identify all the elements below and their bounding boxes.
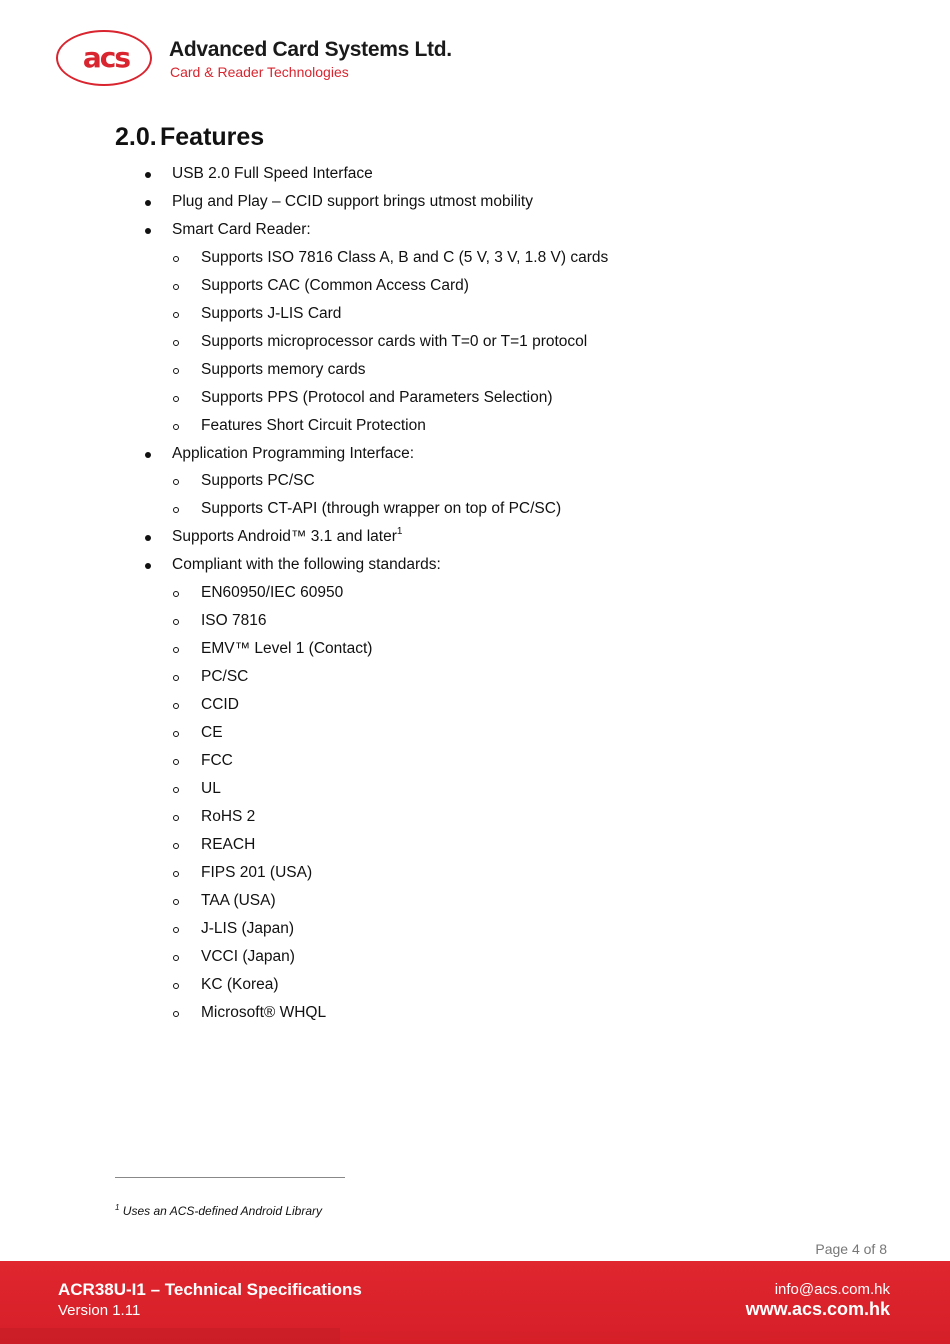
feature-subitem xyxy=(201,668,248,686)
footnote-mark: 1 xyxy=(115,1203,120,1212)
company-name: Advanced Card Systems Ltd. xyxy=(169,38,452,61)
feature-subitem xyxy=(201,1004,326,1022)
circle-bullet-icon xyxy=(173,1011,179,1017)
feature-text: PC/SC xyxy=(201,668,249,686)
feature-text: Features Short Circuit Protection xyxy=(201,416,426,434)
bullet-icon xyxy=(145,200,151,206)
feature-text: Compliant with the following standards: xyxy=(172,556,441,574)
feature-subitem xyxy=(201,752,233,770)
feature-subitem xyxy=(201,864,312,882)
feature-text: Supports Android™ 3.1 and later xyxy=(172,528,397,546)
feature-text: USB 2.0 Full Speed Interface xyxy=(172,165,373,182)
company-tagline: Card & Reader Technologies xyxy=(170,64,349,80)
circle-bullet-icon xyxy=(173,396,179,402)
website-link: www.acs.com.hk xyxy=(745,1299,890,1319)
acs-logo-mark xyxy=(56,30,152,86)
feature-subitem xyxy=(201,948,295,966)
feature-text: EN60950/IEC 60950 xyxy=(201,584,344,602)
feature-subitem xyxy=(201,612,267,630)
feature-subitem xyxy=(201,808,255,826)
circle-bullet-icon xyxy=(173,368,179,374)
feature-text: CCID xyxy=(201,696,239,714)
bullet-icon xyxy=(145,452,151,458)
feature-subitem xyxy=(201,389,553,407)
footnote-reference: 1 xyxy=(396,526,403,538)
feature-subitem xyxy=(201,780,221,798)
feature-text: Supports PC/SC xyxy=(201,472,315,490)
page-number: Page 4 of 8 xyxy=(815,1241,887,1257)
circle-bullet-icon xyxy=(173,312,179,318)
circle-bullet-icon xyxy=(173,815,179,821)
circle-bullet-icon xyxy=(173,759,179,765)
circle-bullet-icon xyxy=(173,591,179,597)
circle-bullet-icon xyxy=(173,703,179,709)
feature-text: TAA (USA) xyxy=(201,891,276,909)
footnote-divider xyxy=(115,1177,345,1178)
feature-text: Supports CAC (Common Access Card) xyxy=(201,276,469,294)
feature-text: EMV™ Level 1 (Contact) xyxy=(201,640,373,658)
feature-text: Supports CT-API (through wrapper on top of PC/SC) xyxy=(201,500,562,518)
feature-subitem xyxy=(201,584,343,602)
feature-subitem xyxy=(201,640,372,658)
circle-bullet-icon xyxy=(173,479,179,485)
feature-text: Supports microprocessor cards with T=0 or T=1 protocol xyxy=(201,332,588,350)
feature-text: J-LIS (Japan) xyxy=(201,919,295,937)
feature-item xyxy=(172,193,533,211)
circle-bullet-icon xyxy=(173,424,179,430)
feature-text: Plug and Play – CCID support brings utmost mobility xyxy=(172,192,533,210)
circle-bullet-icon xyxy=(173,647,179,653)
circle-bullet-icon xyxy=(173,871,179,877)
feature-subitem xyxy=(201,892,276,910)
feature-item xyxy=(172,528,402,546)
feature-text: VCCI (Japan) xyxy=(201,947,295,965)
feature-text: Supports J-LIS Card xyxy=(201,304,342,322)
feature-subitem xyxy=(201,920,294,938)
feature-subitem xyxy=(201,361,366,379)
feature-subitem xyxy=(201,500,561,518)
feature-text: Supports PPS (Protocol and Parameters Selection) xyxy=(201,388,553,406)
circle-bullet-icon xyxy=(173,619,179,625)
company-logo xyxy=(56,30,456,92)
footer-shade-band xyxy=(0,1328,340,1344)
feature-subitem xyxy=(201,277,469,295)
page-footer xyxy=(0,1261,950,1344)
feature-text: REACH xyxy=(201,835,256,853)
section-heading xyxy=(115,123,264,152)
circle-bullet-icon xyxy=(173,284,179,290)
document-title: ACR38U-I1 – Technical Specifications xyxy=(58,1280,362,1299)
circle-bullet-icon xyxy=(173,899,179,905)
footnote xyxy=(115,1204,322,1218)
feature-subitem xyxy=(201,696,239,714)
bullet-icon xyxy=(145,535,151,541)
feature-item xyxy=(172,165,373,183)
feature-text: CE xyxy=(201,724,223,741)
feature-subitem xyxy=(201,724,223,742)
feature-text: RoHS 2 xyxy=(201,807,256,825)
feature-subitem xyxy=(201,333,587,351)
feature-text: Supports ISO 7816 Class A, B and C (5 V, 3 V, 1.8 V) cards xyxy=(201,248,609,266)
feature-subitem xyxy=(201,417,426,435)
feature-text: Application Programming Interface: xyxy=(172,444,415,462)
circle-bullet-icon xyxy=(173,843,179,849)
bullet-icon xyxy=(145,563,151,569)
circle-bullet-icon xyxy=(173,256,179,262)
feature-subitem xyxy=(201,836,255,854)
section-title: Features xyxy=(160,123,265,151)
feature-item xyxy=(172,445,414,463)
feature-text: Microsoft® WHQL xyxy=(201,1003,327,1021)
circle-bullet-icon xyxy=(173,787,179,793)
bullet-icon xyxy=(145,228,151,234)
feature-text: Supports memory cards xyxy=(201,360,366,378)
circle-bullet-icon xyxy=(173,927,179,933)
feature-text: UL xyxy=(201,779,221,797)
feature-text: FCC xyxy=(201,751,233,769)
feature-subitem xyxy=(201,976,279,994)
circle-bullet-icon xyxy=(173,507,179,513)
feature-item xyxy=(172,556,441,574)
circle-bullet-icon xyxy=(173,675,179,681)
circle-bullet-icon xyxy=(173,340,179,346)
feature-text: KC (Korea) xyxy=(201,975,279,993)
circle-bullet-icon xyxy=(173,731,179,737)
feature-text: Smart Card Reader: xyxy=(172,220,311,238)
feature-text: FIPS 201 (USA) xyxy=(201,863,313,881)
section-number: 2.0. xyxy=(115,123,157,151)
logo-mark-text: acs xyxy=(82,41,130,74)
circle-bullet-icon xyxy=(173,983,179,989)
feature-subitem xyxy=(201,249,608,267)
circle-bullet-icon xyxy=(173,955,179,961)
contact-email: info@acs.com.hk xyxy=(774,1281,890,1298)
feature-subitem xyxy=(201,305,341,323)
feature-item xyxy=(172,221,311,239)
document-version: Version 1.11 xyxy=(58,1302,141,1319)
bullet-icon xyxy=(145,172,151,178)
feature-subitem xyxy=(201,472,315,490)
footnote-text: Uses an ACS-defined Android Library xyxy=(122,1204,323,1218)
feature-text: ISO 7816 xyxy=(201,612,267,630)
